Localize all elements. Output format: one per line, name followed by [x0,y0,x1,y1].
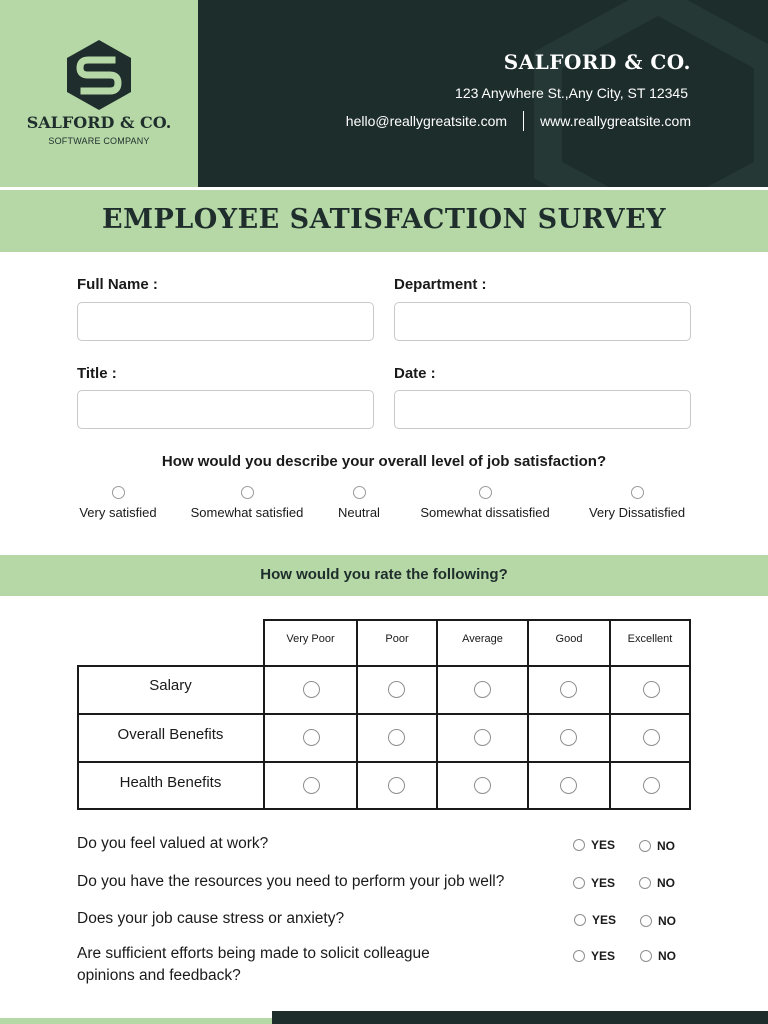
radio-button[interactable] [353,486,366,499]
no-label: NO [657,876,675,890]
rating-radio[interactable] [560,681,577,698]
rating-title: How would you rate the following? [260,566,508,583]
yes-label: YES [592,913,617,927]
header [0,0,768,187]
grid-line [689,619,691,810]
no-label: NO [658,949,676,963]
yes-option[interactable] [573,838,615,852]
contact-divider [523,111,524,131]
satisfaction-option-label: Very satisfied [79,505,157,520]
yes-label: YES [591,838,616,852]
rating-radio[interactable] [388,729,405,746]
logo-tagline: SOFTWARE COMPANY [48,136,150,146]
radio-button[interactable] [574,914,586,926]
satisfaction-option-label: Somewhat dissatisfied [420,505,550,520]
logo-panel [0,0,198,187]
yes-option[interactable] [574,913,616,927]
rating-radio[interactable] [474,681,491,698]
radio-button[interactable] [631,486,644,499]
title-label: Title : [77,365,117,382]
radio-button[interactable] [241,486,254,499]
grid-line [263,619,691,621]
radio-button[interactable] [640,915,652,927]
contact-row [346,111,691,131]
radio-button[interactable] [639,877,651,889]
logo-name: SALFORD & CO. [26,113,172,132]
grid-line [77,761,691,763]
yes-option[interactable] [573,949,615,963]
footer-dark-bar [272,1011,768,1024]
no-option[interactable] [639,876,675,890]
rating-radio[interactable] [560,777,577,794]
radio-button[interactable] [573,839,585,851]
satisfaction-option[interactable] [43,486,193,520]
yes-label: YES [591,949,616,963]
column-header: Excellent [627,633,673,645]
row-header-overall-benefits: Overall Benefits [117,726,224,743]
radio-button[interactable] [573,877,585,889]
column-header: Average [462,633,503,645]
rating-radio[interactable] [560,729,577,746]
column-header: Poor [385,633,409,645]
satisfaction-option[interactable] [410,486,560,520]
no-option[interactable] [639,839,675,853]
grid-line [609,619,611,810]
yes-no-question: Do you have the resources you need to perform your job well? [77,873,505,890]
survey-title: EMPLOYEE SATISFACTION SURVEY [102,204,666,235]
satisfaction-option-label: Neutral [338,505,380,520]
department-label: Department : [394,276,487,293]
yes-no-question: Do you feel valued at work? [77,835,269,852]
no-label: NO [658,914,676,928]
rating-radio[interactable] [388,681,405,698]
grid-line [77,665,691,667]
radio-button[interactable] [573,950,585,962]
column-header: Very Poor [286,633,335,645]
company-email[interactable]: hello@reallygreatsite.com [345,113,508,129]
title-input[interactable] [77,390,374,429]
contact-panel [198,0,768,187]
no-option[interactable] [640,914,676,928]
row-header-salary: Salary [149,677,192,694]
radio-button[interactable] [112,486,125,499]
radio-button[interactable] [479,486,492,499]
grid-line [527,619,529,810]
full-name-input[interactable] [77,302,374,341]
satisfaction-option-label: Somewhat satisfied [190,505,304,520]
rating-band [0,555,768,596]
column-header: Good [555,633,583,645]
rating-radio[interactable] [474,729,491,746]
satisfaction-option-label: Very Dissatisfied [588,505,686,520]
radio-button[interactable] [640,950,652,962]
rating-radio[interactable] [388,777,405,794]
no-label: NO [657,839,675,853]
rating-radio[interactable] [303,777,320,794]
yes-label: YES [591,876,616,890]
rating-radio[interactable] [474,777,491,794]
hexagon-s-logo-icon [64,38,134,112]
date-label: Date : [394,365,436,382]
company-name: SALFORD & CO. [503,50,691,74]
no-option[interactable] [640,949,676,963]
rating-radio[interactable] [643,729,660,746]
yes-option[interactable] [573,876,615,890]
company-address: 123 Anywhere St.,Any City, ST 12345 [455,85,688,101]
rating-radio[interactable] [303,729,320,746]
rating-radio[interactable] [643,777,660,794]
yes-no-question: Does your job cause stress or anxiety? [77,910,345,927]
grid-line [77,713,691,715]
company-website[interactable]: www.reallygreatsite.com [540,113,691,129]
rating-radio[interactable] [303,681,320,698]
row-header-health-benefits: Health Benefits [119,774,222,791]
grid-line [436,619,438,810]
full-name-label: Full Name : [77,276,158,293]
satisfaction-question: How would you describe your overall level of job satisfaction? [161,453,607,470]
radio-button[interactable] [639,840,651,852]
yes-no-question: Are sufficient efforts being made to solicit colleague opinions and feedback? [77,945,430,984]
grid-line [77,808,691,810]
rating-radio[interactable] [643,681,660,698]
grid-line [356,619,358,810]
title-band [0,190,768,252]
satisfaction-option[interactable] [562,486,712,520]
department-input[interactable] [394,302,691,341]
date-input[interactable] [394,390,691,429]
